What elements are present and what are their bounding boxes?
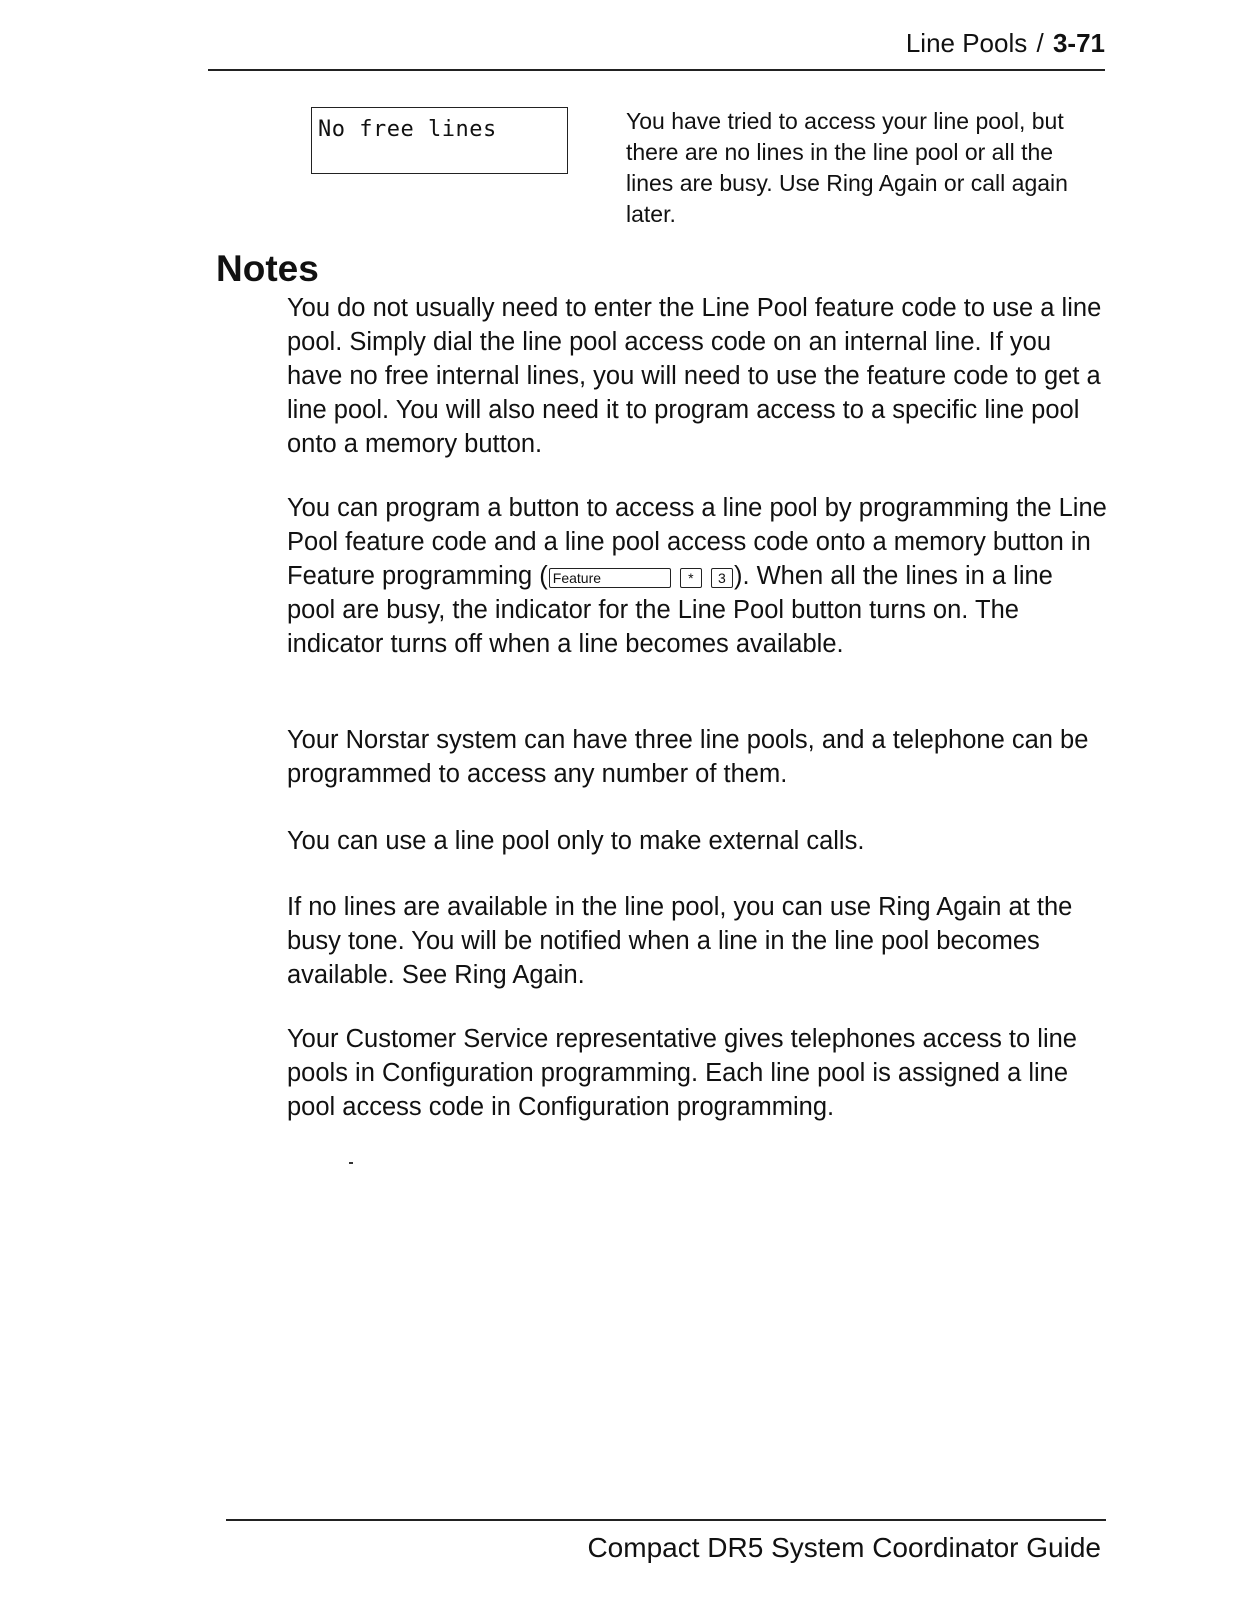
section-title: Line Pools bbox=[905, 28, 1028, 58]
notes-paragraph-5: If no lines are available in the line pool, you can use Ring Again at the busy tone. You will be notified when a line in the line pool becomes available. See Ring Again. bbox=[287, 893, 1073, 989]
feature-key: Feature bbox=[549, 568, 671, 588]
header-rule bbox=[208, 69, 1105, 71]
notes-heading: Notes bbox=[216, 248, 319, 289]
digit-3-key: 3 bbox=[711, 568, 733, 588]
display-message-box: No free lines bbox=[311, 107, 568, 174]
scan-speck bbox=[349, 1162, 353, 1164]
notes-paragraph-6: Your Customer Service representative gives telephones access to line pools in Configuration programming. Each line pool is assigned a line pool access code in Configuration programming. bbox=[287, 1025, 1077, 1121]
display-message-description: You have tried to access your line pool, but there are no lines in the line pool or all the lines are busy. Use Ring Again or call again later. bbox=[626, 108, 1068, 227]
page-number: 3-71 bbox=[1052, 28, 1105, 58]
notes-paragraph-1: You do not usually need to enter the Line Pool feature code to use a line pool. Simply dial the line pool access code on an internal line. If you have no free internal lines, you will need to use the feature code to get a line pool. You will also need it to program access to a specific line pool onto a memory button. bbox=[287, 294, 1102, 458]
notes-paragraph-3: Your Norstar system can have three line pools, and a telephone can be programmed to access any number of them. bbox=[287, 726, 1089, 788]
p2-text-after: ). When all the lines in a line pool are busy, the indicator for the Line Pool button turns on. The indicator turns off when a line becomes available. bbox=[287, 562, 1053, 658]
header-separator: / bbox=[1036, 28, 1044, 58]
footer-title: Compact DR5 System Coordinator Guide bbox=[587, 1532, 1101, 1563]
star-key: * bbox=[680, 568, 702, 588]
footer-rule bbox=[226, 1519, 1106, 1521]
notes-paragraph-2 bbox=[287, 491, 1107, 661]
page-header bbox=[906, 28, 1105, 59]
p2-text-before: You can program a button to access a line pool by programming the Line Pool feature code and a line pool access code onto a memory button in Feature programming ( bbox=[287, 494, 1107, 590]
notes-paragraph-4: You can use a line pool only to make external calls. bbox=[287, 827, 865, 855]
